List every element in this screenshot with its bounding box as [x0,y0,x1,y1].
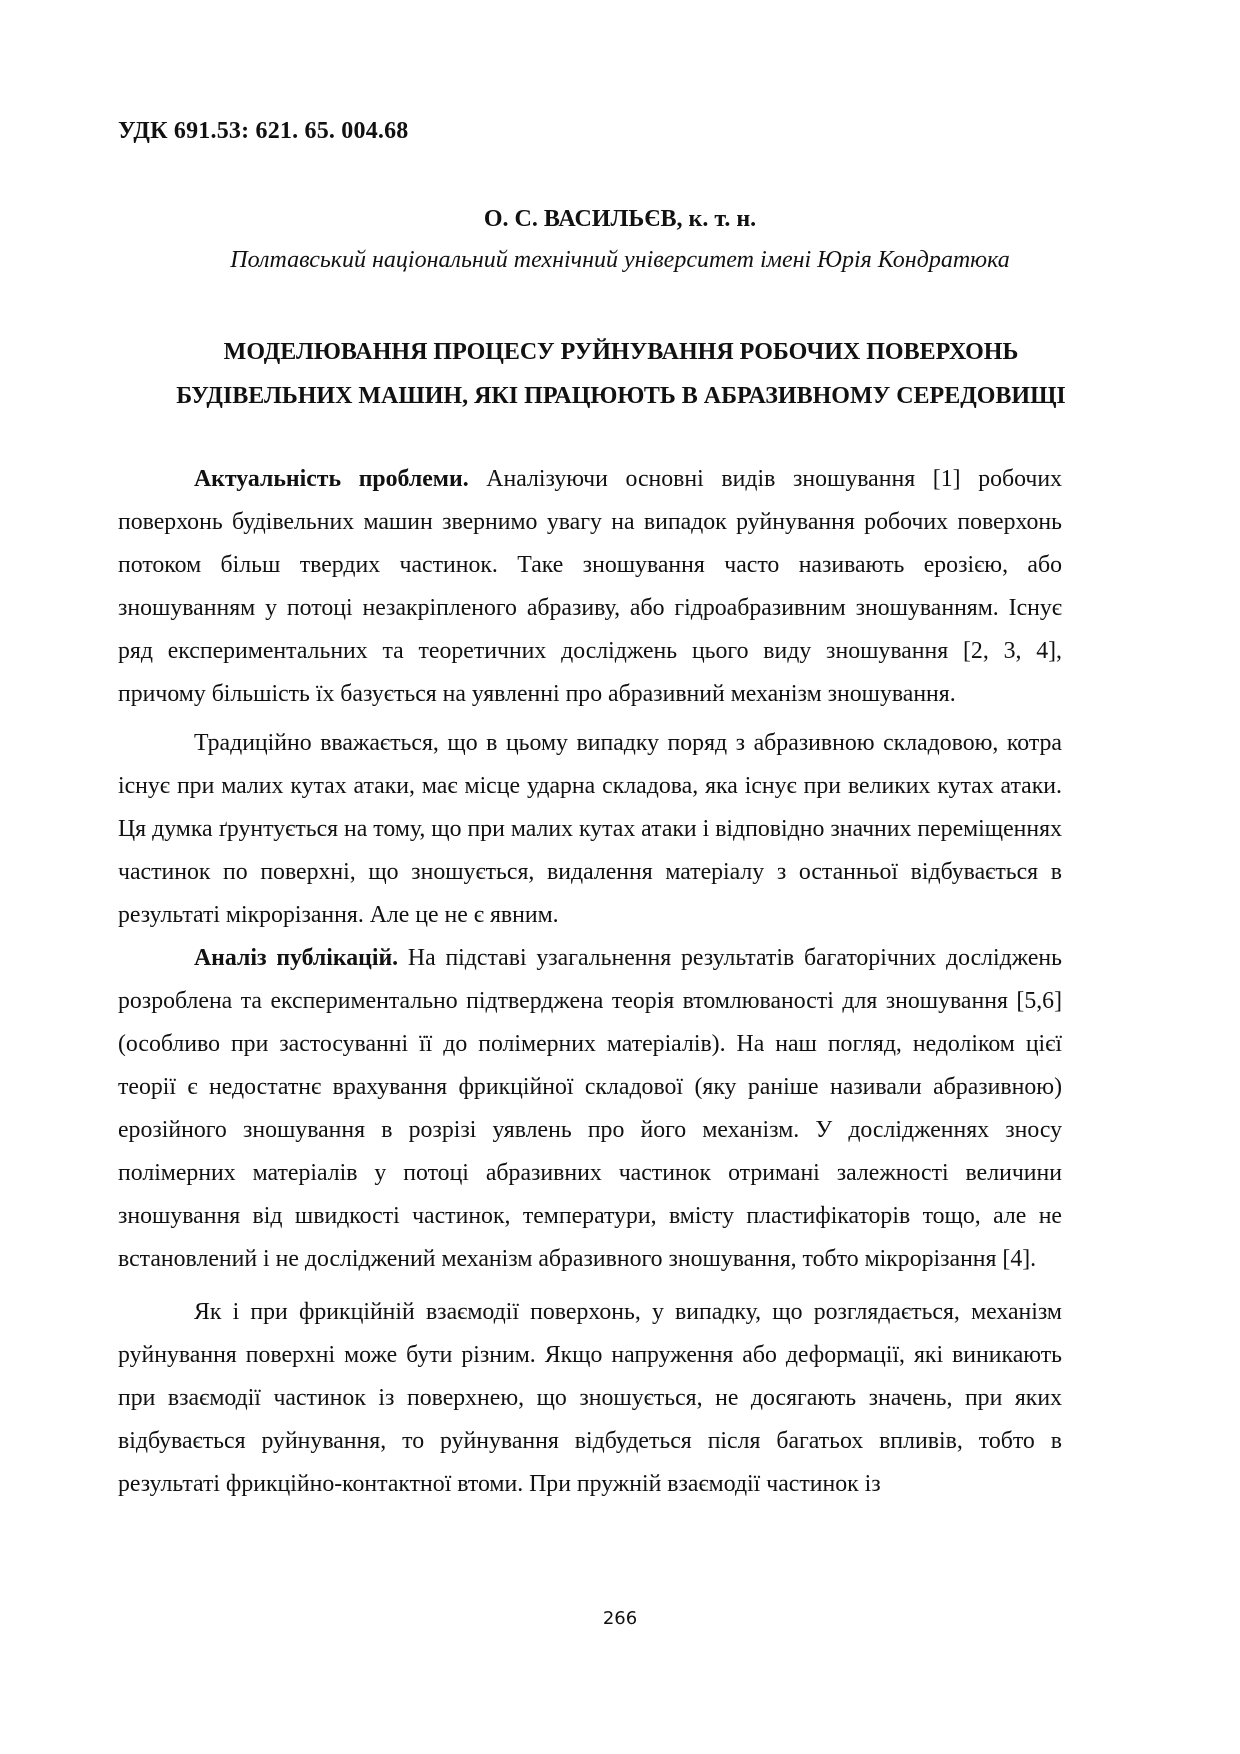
paragraph-mechanism [118,1291,1062,1506]
paragraph-text: Традиційно вважається, що в цьому випадку поряд з абразивною складовою, котра існує при малих кутах атаки, має місце ударна складова, яка існує при великих кутах атаки. Ця думка ґрунтується на тому, що при малих кутах атаки і відповідно значних переміщеннях частинок по поверхні, що зношується, видалення матеріалу з останньої відбувається в результаті мікрорізання. Але це не є явним. [118,730,1062,928]
paragraph-tradition [118,722,1062,937]
page-number: 266 [602,1608,638,1629]
paragraph-lead: Аналіз публікацій. [194,945,399,971]
article-title-line-1: МОДЕЛЮВАННЯ ПРОЦЕСУ РУЙНУВАННЯ РОБОЧИХ ПОВЕРХОНЬ [223,339,1019,365]
author-name: О. С. ВАСИЛЬЄВ, к. т. н. [483,206,757,232]
article-body [118,458,1062,1506]
paragraph-text: Як і при фрикційній взаємодії поверхонь, у випадку, що розглядається, механізм руйнування поверхні може бути різним. Якщо напруження або деформації, які виникають при взаємодії частинок із поверхнею, що зношується, не досягають значень, при яких відбувається руйнування, то руйнування відбудеться після багатьох впливів, тобто в результаті фрикційно-контактної втоми. При пружній взаємодії частинок із [118,1299,1062,1497]
author-affiliation: Полтавський національний технічний університет імені Юрія Кондратюка [230,247,1010,273]
paragraph-publications [118,937,1062,1281]
paragraph-relevance [118,458,1062,716]
article-title [118,330,1124,418]
article-title-line-2: БУДІВЕЛЬНИХ МАШИН, ЯКІ ПРАЦЮЮТЬ В АБРАЗИВНОМУ СЕРЕДОВИЩІ [176,383,1066,409]
udk-code: УДК 691.53: 621. 65. 004.68 [118,118,409,144]
paragraph-text: Аналізуючи основні видів зношування [1] робочих поверхонь будівельних машин звернимо увагу на випадок руйнування робочих поверхонь потоком більш твердих частинок. Таке зношування часто називають ерозією, або зношуванням у потоці незакріпленого абразиву, або гідроабразивним зношуванням. Існує ряд експериментальних та теоретичних досліджень цього виду зношування [2, 3, 4], причому більшість їх базується на уявленні про абразивний механізм зношування. [118,466,1062,707]
paragraph-lead: Актуальність проблеми. [194,466,469,492]
paragraph-text: На підставі узагальнення результатів багаторічних досліджень розроблена та експериментально підтверджена теорія втомлюваності для зношування [5,6] (особливо при застосуванні її до полімерних матеріалів). На наш погляд, недоліком цієї теорії є недостатнє врахування фрикційної складової (яку раніше називали абразивною) ерозійного зношування в розрізі уявлень про його механізм. У дослідженнях зносу полімерних матеріалів у потоці абразивних частинок отримані залежності величини зношування від швидкості частинок, температури, вмісту пластифікаторів тощо, але не встановлений і не досліджений механізм абразивного зношування, тобто мікрорізання [4]. [118,945,1063,1272]
